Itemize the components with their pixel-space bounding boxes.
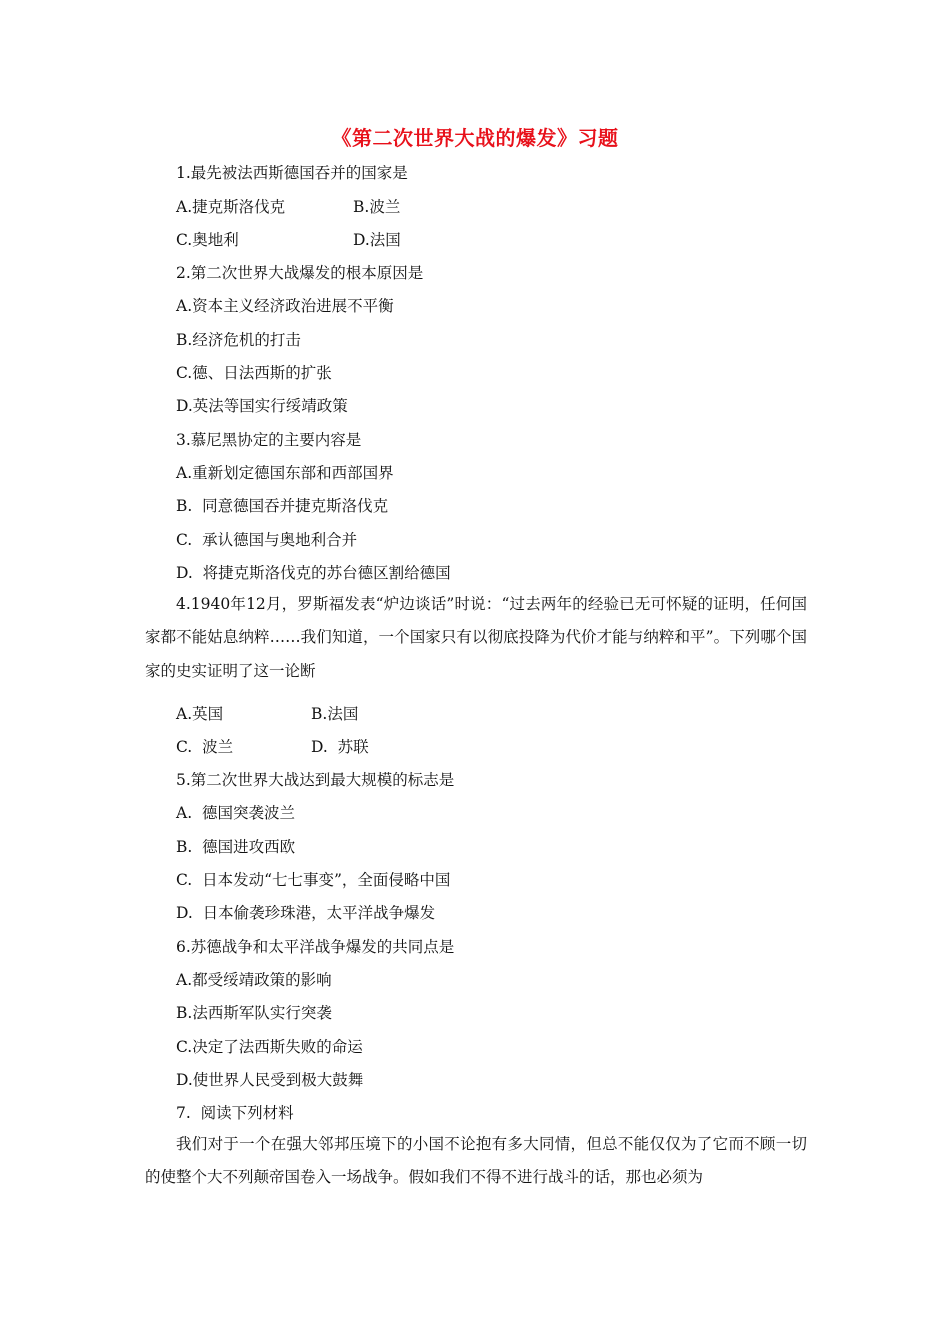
document-title: 《第二次世界大战的爆发》习题 — [331, 126, 619, 150]
question-6-option-d: D.使世界人民受到极大鼓舞 — [176, 1071, 364, 1089]
question-3-option-d: D. 将捷克斯洛伐克的苏台德区割给德国 — [176, 564, 451, 582]
question-2-option-c: C.德、日法西斯的扩张 — [176, 364, 332, 382]
question-6-option-a: A.都受绥靖政策的影响 — [176, 971, 332, 989]
question-6-option-c: C.决定了法西斯失败的命运 — [176, 1038, 363, 1056]
question-1-option-a: A.捷克斯洛伐克 — [176, 198, 286, 216]
question-4-option-a: A.英国 — [176, 705, 224, 723]
question-2-option-d: D.英法等国实行绥靖政策 — [176, 397, 348, 415]
question-3-option-c: C. 承认德国与奥地利合并 — [176, 531, 358, 549]
question-5-stem: 5.第二次世界大战达到最大规模的标志是 — [176, 771, 455, 789]
question-2-option-a: A.资本主义经济政治进展不平衡 — [176, 297, 394, 315]
question-7-material: 我们对于一个在强大邻邦压境下的小国不论抱有多大同情，但总不能仅仅为了它而不顾一切的使整个大不列颠帝国卷入一场战争。假如我们不得不进行战斗的话，那也必须为 — [145, 1135, 807, 1187]
question-1-option-b: B.波兰 — [353, 198, 401, 216]
question-6-option-b: B.法西斯军队实行突袭 — [176, 1004, 332, 1022]
question-5-option-c: C. 日本发动“七七事变”，全面侵略中国 — [176, 871, 451, 889]
question-4-option-d: D. 苏联 — [311, 738, 369, 756]
question-3-stem: 3.慕尼黑协定的主要内容是 — [176, 431, 362, 449]
question-5-option-d: D. 日本偷袭珍珠港，太平洋战争爆发 — [176, 904, 436, 922]
question-1-option-c: C.奥地利 — [176, 231, 239, 249]
question-3-option-b: B. 同意德国吞并捷克斯洛伐克 — [176, 497, 389, 515]
question-1-option-d: D.法国 — [353, 231, 401, 249]
question-4-option-b: B.法国 — [311, 705, 359, 723]
question-3-option-a: A.重新划定德国东部和西部国界 — [176, 464, 394, 482]
question-4-option-c: C. 波兰 — [176, 738, 234, 756]
question-5-option-b: B. 德国进攻西欧 — [176, 838, 296, 856]
question-1-stem: 1.最先被法西斯德国吞并的国家是 — [176, 164, 408, 182]
question-5-option-a: A. 德国突袭波兰 — [176, 804, 295, 822]
question-2-stem: 2.第二次世界大战爆发的根本原因是 — [176, 264, 424, 282]
question-7-stem: 7. 阅读下列材料 — [176, 1104, 294, 1122]
question-4-stem: 4.1940年12月，罗斯福发表“炉边谈话”时说：“过去两年的经验已无可怀疑的证明，任何国家都不能姑息纳粹……我们知道，一个国家只有以彻底投降为代价才能与纳粹和平”。下列哪个国家的史实证明了这一论断 — [145, 595, 807, 680]
question-6-stem: 6.苏德战争和太平洋战争爆发的共同点是 — [176, 938, 455, 956]
question-2-option-b: B.经济危机的打击 — [176, 331, 301, 349]
